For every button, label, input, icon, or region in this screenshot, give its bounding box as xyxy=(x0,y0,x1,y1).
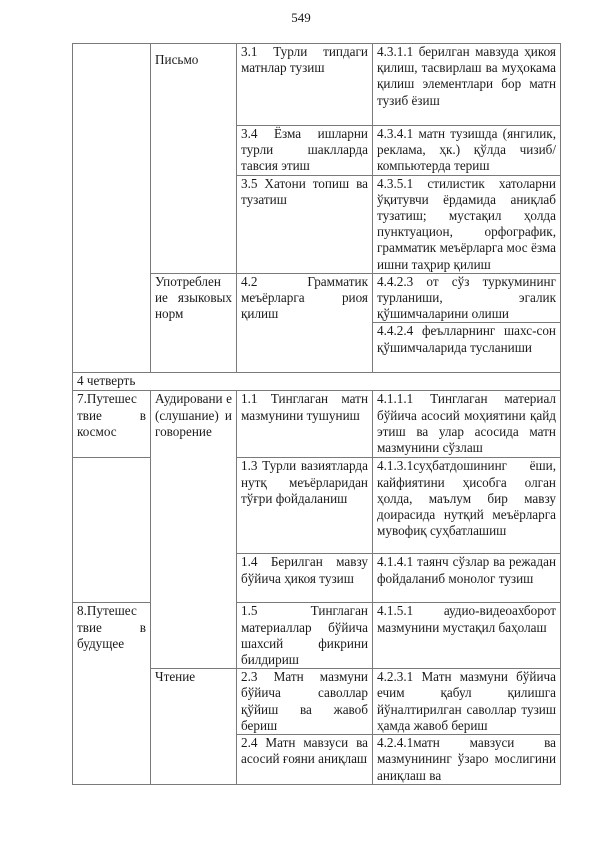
objective-cell: 4.2.3.1 Матн мазмуни бўйича ечим қабул қилишга йўналтирилган саволлар тузиш ҳамда жавоб бериш xyxy=(373,669,561,735)
table-row xyxy=(73,44,561,126)
skill-cell: 1.1 Тинглаган матн мазмунини тушуниш xyxy=(237,391,373,458)
objective-cell: 4.1.4.1 таянч сўзлар ва режадан фойдаланиб монолог тузиш xyxy=(373,554,561,603)
objective-cell: 4.4.2.4 феълларнинг шахс-сон қўшимчаларида тусланиши xyxy=(373,323,561,373)
objective-cell: 4.1.1.1 Тинглаган материал бўйича асосий моҳиятини қайд этиш ва улар асосида матн мазмунини сўзлаш xyxy=(373,391,561,458)
table-row xyxy=(73,458,561,554)
area-label: Письмо xyxy=(155,52,199,67)
quarter-header: 4 четверть xyxy=(73,373,561,391)
quarter-row xyxy=(73,373,561,391)
area-cell: Употреблен ие языковых норм xyxy=(151,273,237,373)
table-row xyxy=(73,603,561,669)
curriculum-table xyxy=(72,43,561,785)
theme-cell-empty xyxy=(73,458,151,603)
skill-cell: 2.4 Матн мавзуси ва асосий ғояни аниқлаш xyxy=(237,735,373,785)
objective-cell: 4.2.4.1матн мавзуси ва мазмунининг ўзаро мослигини аниқлаш ва xyxy=(373,735,561,785)
theme-cell-empty xyxy=(73,44,151,373)
skill-cell: 1.5 Тинглаган материаллар бўйича шахсий фикрини билдириш xyxy=(237,603,373,669)
table-row xyxy=(73,391,561,458)
skill-cell: 3.5 Хатони топиш ва тузатиш xyxy=(237,175,373,273)
objective-cell: 4.1.3.1суҳбатдошининг ёши, кайфиятини ҳисобга олган ҳолда, маълум бир мавзу доирасида нутқий меъёрларга мувофиқ суҳбатлашиш xyxy=(373,458,561,554)
skill-cell: 3.1 Турли типдаги матнлар тузиш xyxy=(237,44,373,126)
objective-cell: 4.3.5.1 стилистик хатоларни ўқитувчи ёрдамида аниқлаб тузатиш; мустақил ҳолда пунктуацион, орфографик, грамматик меъёрларга мос ёзма ишни таҳрир қилиш xyxy=(373,175,561,273)
objective-cell: 4.1.5.1 аудио-видеоахборот мазмунини мустақил баҳолаш xyxy=(373,603,561,669)
skill-cell: 3.4 Ёзма ишларни турли шаклларда тавсия этиш xyxy=(237,126,373,176)
theme-cell: 7.Путешес твие в космос xyxy=(73,391,151,458)
skill-cell: 2.3 Матн мазмуни бўйича саволлар қўйиш ва жавоб бериш xyxy=(237,669,373,735)
area-cell: Аудировани е (слушание) и говорение xyxy=(151,391,237,669)
objective-cell: 4.3.1.1 берилган мавзуда ҳикоя қилиш, тасвирлаш ва муҳокама қилиш элементлари бор матн тузиб ёзиш xyxy=(373,44,561,126)
skill-cell: 4.2 Грамматик меъёрларга риоя қилиш xyxy=(237,273,373,373)
skill-cell: 1.4 Берилган мавзу бўйича ҳикоя тузиш xyxy=(237,554,373,603)
theme-cell: 8.Путешес твие в будущее xyxy=(73,603,151,784)
page-number: 549 xyxy=(291,10,311,25)
area-cell xyxy=(151,44,237,274)
objective-cell: 4.3.4.1 матн тузишда (янгилик, реклама, ҳк.) қўлда чизиб/ компьютерда териш xyxy=(373,126,561,176)
skill-cell: 1.3 Турли вазиятларда нутқ меъёрларидан тўғри фойдаланиш xyxy=(237,458,373,554)
area-cell: Чтение xyxy=(151,669,237,785)
objective-cell: 4.4.2.3 от сўз туркумининг турланиши, эгалик қўшимчаларини олиши xyxy=(373,273,561,323)
